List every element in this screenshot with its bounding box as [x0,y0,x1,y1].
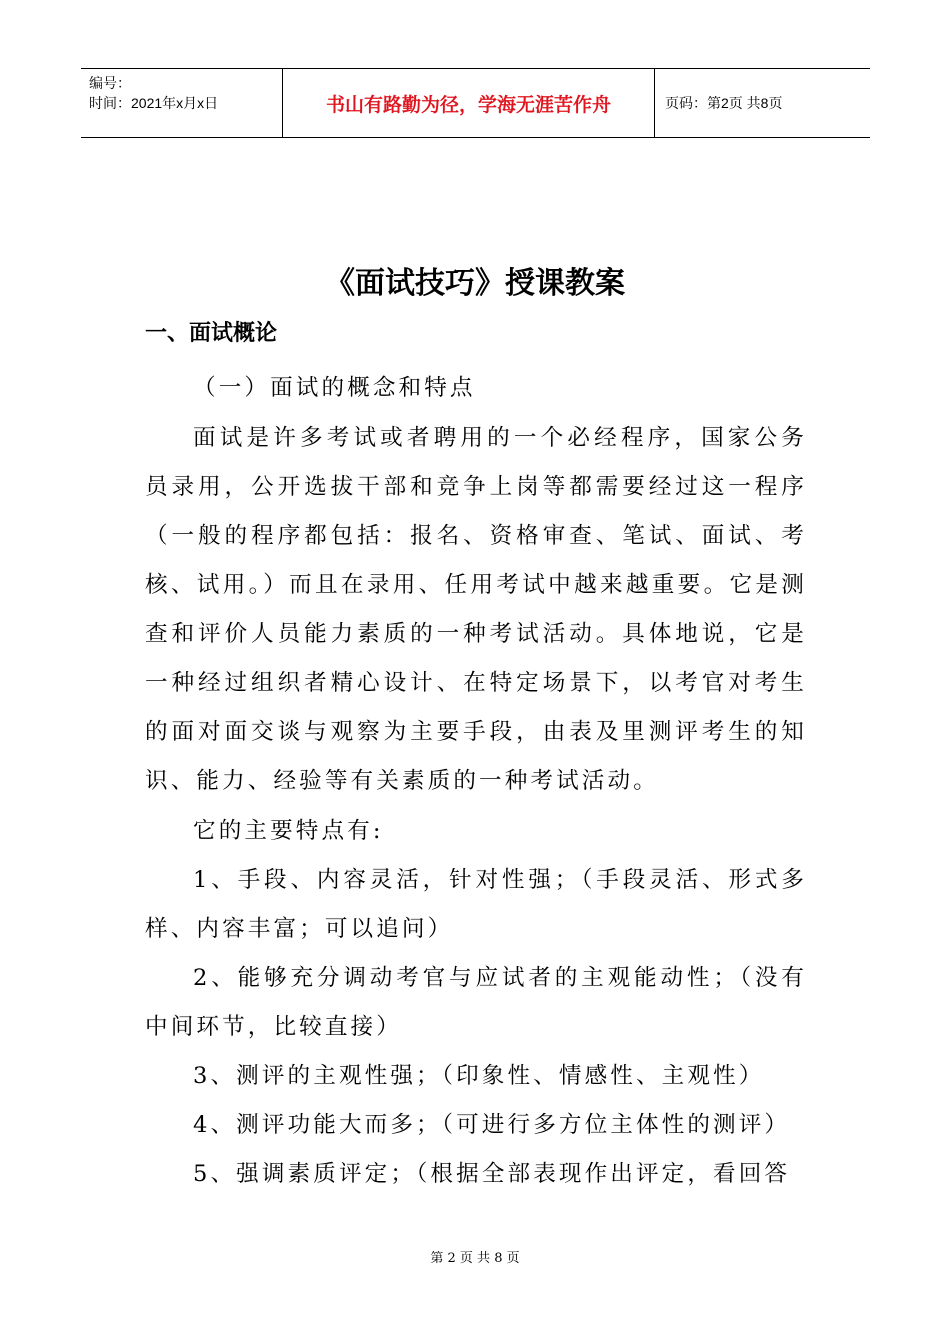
section-heading: 一、面试概论 [145,321,278,346]
list-item: 2、能够充分调动考官与应试者的主观能动性；（没有中间环节，比较直接） [145,965,807,1040]
paragraph: 它的主要特点有: [193,818,384,844]
header-left-cell [81,69,282,137]
list-item: 4、测评功能大而多；（可进行多方位主体性的测评） [193,1112,791,1138]
header-date-label: 时间：2021年x月x日 [89,95,219,111]
page-footer: 第 2 页 共 8 页 [430,1251,520,1266]
list-item: 5、强调素质评定；（根据全部表现作出评定，看回答 [193,1161,791,1187]
header-motto: 书山有路勤为径，学海无涯苦作舟 [282,69,655,137]
page-header [81,68,870,138]
subsection-heading: （一）面试的概念和特点 [193,375,476,401]
paragraph: 面试是许多考试或者聘用的一个必经程序，国家公务员录用，公开选拔干部和竞争上岗等都需要经过这一程序（一般的程序都包括：报名、资格审查、笔试、面试、考核、试用。）而且在录用、任用考试中越来越重要。它是测查和评价人员能力素质的一种考试活动。具体地说，它是一种经过组织者精心设计、在特定场景下，以考官对考生的面对面交谈与观察为主要手段，由表及里测评考生的知识、能力、经验等有关素质的一种考试活动。 [145,425,807,794]
list-item: 1、手段、内容灵活，针对性强；（手段灵活、形式多样、内容丰富；可以追问） [145,867,807,942]
document-title: 《面试技巧》授课教案 [325,266,625,301]
document-body [145,364,807,1199]
header-page-info: 页码：第2页 共8页 [665,95,783,111]
list-item: 3、测评的主观性强；（印象性、情感性、主观性） [193,1063,765,1089]
header-number-label: 编号： [89,75,131,91]
